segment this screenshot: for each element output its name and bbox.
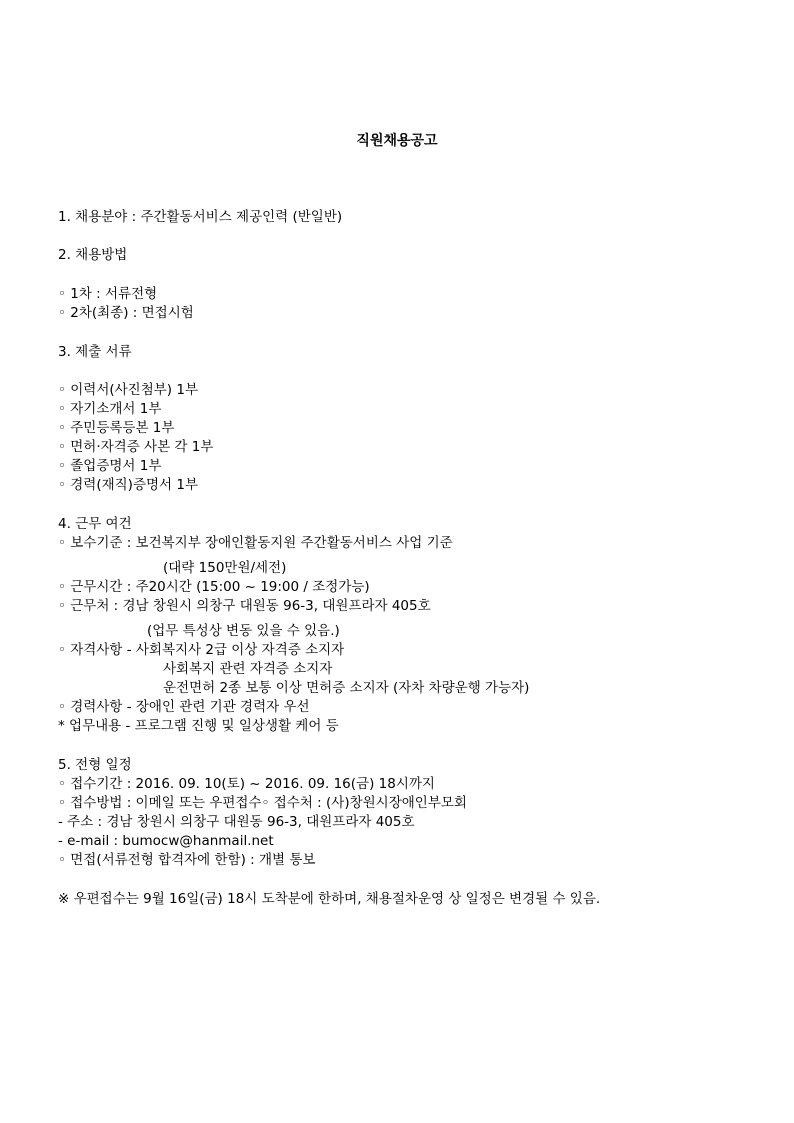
- page-title: 직원채용공고: [356, 133, 438, 149]
- list-item: ◦ 자격사항 - 사회복지사 2급 이상 자격증 소지자: [58, 642, 345, 658]
- list-item: ◦ 졸업증명서 1부: [58, 458, 162, 474]
- section-1-heading: 1. 채용분야 : 주간활동서비스 제공인력 (반일반): [58, 209, 343, 225]
- list-item: ◦ 접수방법 : 이메일 또는 우편접수◦ 접수처 : (사)창원시장애인부모회: [58, 795, 467, 811]
- section-2-heading: 2. 채용방법: [58, 247, 128, 263]
- list-item: ◦ 근무처 : 경남 창원시 의창구 대원동 96-3, 대원프라자 405호: [58, 598, 431, 614]
- section-3-heading: 3. 제출 서류: [58, 344, 132, 360]
- list-item: ◦ 근무시간 : 주20시간 (15:00 ~ 19:00 / 조정가능): [58, 579, 370, 595]
- footnote: ※ 우편접수는 9월 16일(금) 18시 도착분에 한하며, 채용절차운영 상 일정은 변경될 수 있음.: [58, 891, 601, 907]
- list-item: ◦ 자기소개서 1부: [58, 401, 162, 417]
- list-item-continuation: (대략 150만원/세전): [163, 560, 287, 576]
- list-item: - 주소 : 경남 창원시 의창구 대원동 96-3, 대원프라자 405호: [58, 814, 415, 830]
- list-item: ◦ 면허·자격증 사본 각 1부: [58, 439, 214, 455]
- section-5-heading: 5. 전형 일정: [58, 757, 132, 773]
- list-item: ◦ 2차(최종) : 면접시험: [58, 305, 194, 321]
- list-item: ◦ 경력(재직)증명서 1부: [58, 477, 198, 493]
- list-item: ◦ 면접(서류전형 합격자에 한함) : 개별 통보: [58, 852, 316, 868]
- section-4-heading: 4. 근무 여건: [58, 516, 132, 532]
- list-item-continuation: 사회복지 관련 자격증 소지자: [163, 661, 333, 677]
- list-item: ◦ 주민등록등본 1부: [58, 420, 175, 436]
- email-line: - e-mail : bumocw@hanmail.net: [58, 833, 274, 849]
- list-item: ◦ 접수기간 : 2016. 09. 10(토) ~ 2016. 09. 16(금) 18시까지: [58, 776, 435, 792]
- list-item: ◦ 이력서(사진첨부) 1부: [58, 382, 198, 398]
- list-item-continuation: (업무 특성상 변동 있을 수 있음.): [147, 623, 340, 639]
- list-item: * 업무내용 - 프로그램 진행 및 일상생활 케어 등: [58, 718, 339, 734]
- list-item: ◦ 경력사항 - 장애인 관련 기관 경력자 우선: [58, 699, 310, 715]
- list-item-continuation: 운전면허 2종 보통 이상 면허증 소지자 (자차 차량운행 가능자): [163, 680, 530, 696]
- list-item: ◦ 보수기준 : 보건복지부 장애인활동지원 주간활동서비스 사업 기준: [58, 535, 453, 551]
- list-item: ◦ 1차 : 서류전형: [58, 286, 158, 302]
